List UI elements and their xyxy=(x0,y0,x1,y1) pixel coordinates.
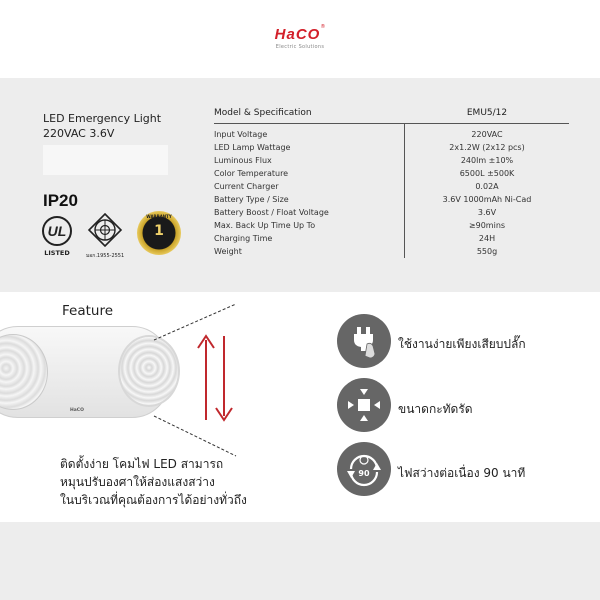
description-line: ในบริเวณที่คุณต้องการได้อย่างทั่วถึง xyxy=(60,493,247,507)
spec-label: LED Lamp Wattage xyxy=(214,143,291,152)
warranty-badge xyxy=(137,211,181,255)
spec-table xyxy=(214,108,569,258)
spec-label: Max. Back Up Time Up To xyxy=(214,221,316,230)
lamp-brand-mark: HaCO xyxy=(70,408,84,413)
spec-header-model: EMU5/12 xyxy=(466,108,508,118)
description-line: ติดตั้งง่าย โคมไฟ LED สามารถ xyxy=(60,457,224,471)
tis-icon xyxy=(86,213,124,247)
feature-label: ใช้งานง่ายเพียงเสียบปลั๊ก xyxy=(398,337,526,351)
warranty-text: WARRANTY xyxy=(146,214,172,219)
spec-label: Charging Time xyxy=(214,234,273,243)
blank-panel xyxy=(43,145,168,175)
spec-value: 220VAC xyxy=(471,130,503,139)
rotate-arrows-icon xyxy=(192,328,236,428)
spec-section xyxy=(0,78,600,292)
spec-value: 24H xyxy=(478,234,496,243)
spec-value: 2x1.2W (2x12 pcs) xyxy=(449,143,525,152)
footer-band xyxy=(0,522,600,600)
spec-label: Weight xyxy=(214,247,242,256)
logo-text: HaCO xyxy=(274,26,321,43)
warranty-years: 1 xyxy=(154,223,164,239)
spec-value: ≥90mins xyxy=(468,221,506,230)
feature-section xyxy=(0,292,600,522)
product-name-line1: LED Emergency Light xyxy=(43,112,162,125)
feature-item-plug xyxy=(337,314,391,368)
timer-90-icon xyxy=(337,442,391,496)
compact-arrows-icon xyxy=(337,378,391,432)
spec-value: 6500L ±500K xyxy=(459,169,515,178)
spec-header-label: Model & Specification xyxy=(214,108,312,118)
spec-value: 3.6V xyxy=(477,208,497,217)
product-name xyxy=(43,111,161,141)
feature-item-compact xyxy=(337,378,391,432)
haco-logo: HaCO® Electric Solutions xyxy=(258,24,342,50)
feature-description xyxy=(60,455,247,509)
feature-item-duration xyxy=(337,442,391,496)
description-line: หมุนปรับองศาให้ส่องแสงสว่าง xyxy=(60,475,215,489)
spec-label: Luminous Flux xyxy=(214,156,272,165)
feature-title: Feature xyxy=(62,303,114,319)
ul-label: LISTED xyxy=(44,249,70,257)
spec-value: 240lm ±10% xyxy=(460,156,514,165)
spec-label: Current Charger xyxy=(214,182,279,191)
header xyxy=(0,0,600,78)
spec-value: 3.6V 1000mAh Ni-Cad xyxy=(442,195,532,204)
plug-touch-icon xyxy=(337,314,391,368)
spec-table-header xyxy=(214,108,569,124)
spec-value: 0.02A xyxy=(475,182,499,191)
tis-label: มอก.1955-2551 xyxy=(86,253,125,259)
logo-tagline: Electric Solutions xyxy=(275,44,325,50)
ip-rating: IP20 xyxy=(43,191,78,210)
spec-label: Input Voltage xyxy=(214,130,268,139)
spec-label: Battery Boost / Float Voltage xyxy=(214,208,329,217)
timer-badge: 90 xyxy=(358,469,370,478)
feature-label: ขนาดกะทัดรัด xyxy=(398,402,473,416)
tis-badge xyxy=(86,213,124,260)
spec-labels xyxy=(214,124,405,258)
spec-values xyxy=(405,124,569,258)
ul-icon: UL xyxy=(42,216,72,246)
feature-label: ไฟสว่างต่อเนื่อง 90 นาที xyxy=(398,466,526,480)
spec-label: Battery Type / Size xyxy=(214,195,289,204)
spec-label: Color Temperature xyxy=(214,169,289,178)
product-name-line2: 220VAC 3.6V xyxy=(43,127,115,140)
ul-listed-badge xyxy=(40,216,74,257)
spec-value: 550g xyxy=(476,247,498,256)
